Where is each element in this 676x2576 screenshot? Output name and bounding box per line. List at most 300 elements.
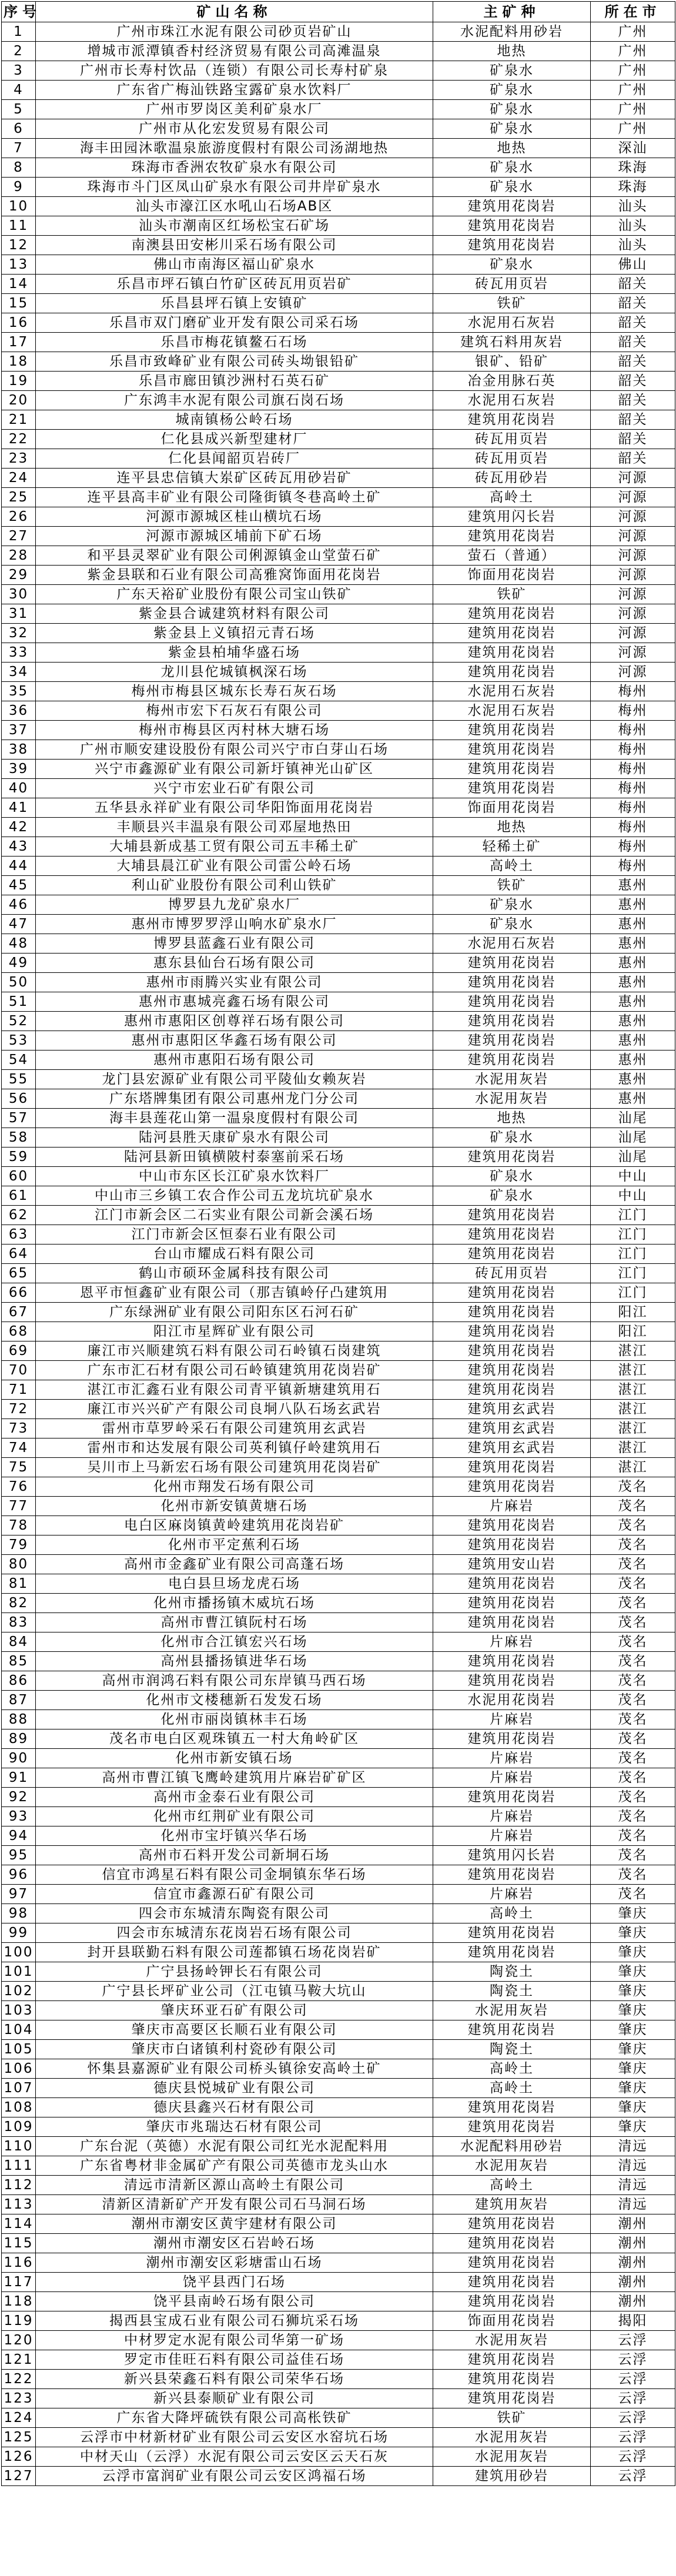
main-mineral: 矿泉水 <box>433 158 591 178</box>
main-mineral: 建筑用砂岩 <box>433 2467 591 2486</box>
mine-name: 广东省广梅汕铁路宝露矿泉水饮料厂 <box>36 81 433 100</box>
table-row <box>2 1885 675 1904</box>
city-name: 韶关 <box>591 275 675 294</box>
city-name: 湛江 <box>591 1400 675 1419</box>
table-row <box>2 566 675 585</box>
table-row <box>2 1070 675 1089</box>
main-mineral: 建筑用花岗岩 <box>433 1380 591 1400</box>
table-row <box>2 2408 675 2428</box>
main-mineral: 水泥用石灰岩 <box>433 682 591 701</box>
table-row <box>2 1186 675 1206</box>
main-mineral: 矿泉水 <box>433 61 591 81</box>
main-mineral: 建筑用花岗岩 <box>433 1535 591 1555</box>
table-row <box>2 275 675 294</box>
main-mineral: 高岭土 <box>433 1904 591 1923</box>
main-mineral: 建筑用花岗岩 <box>433 1322 591 1341</box>
main-mineral: 水泥配料用砂岩 <box>433 2137 591 2156</box>
mine-name: 德庆县鑫兴石材有限公司 <box>36 2098 433 2117</box>
table-row <box>2 255 675 275</box>
main-mineral: 建筑用花岗岩 <box>433 197 591 216</box>
mine-name: 陆河县胜天康矿泉水有限公司 <box>36 1128 433 1148</box>
main-mineral: 建筑用花岗岩 <box>433 1729 591 1749</box>
row-no: 63 <box>2 1225 36 1244</box>
mine-name: 封开县联勤石料有限公司莲都镇石场花岗岩矿 <box>36 1943 433 1962</box>
main-mineral: 建筑用花岗岩 <box>433 1943 591 1962</box>
table-row <box>2 954 675 973</box>
row-no: 35 <box>2 682 36 701</box>
table-row <box>2 992 675 1012</box>
city-name: 江门 <box>591 1206 675 1225</box>
city-name: 清远 <box>591 2156 675 2176</box>
row-no: 117 <box>2 2273 36 2292</box>
city-name: 中山 <box>591 1186 675 1206</box>
city-name: 广州 <box>591 119 675 139</box>
row-no: 113 <box>2 2195 36 2214</box>
table-header <box>2 2 675 22</box>
row-no: 58 <box>2 1128 36 1148</box>
main-mineral: 建筑用花岗岩 <box>433 2253 591 2273</box>
city-name: 肇庆 <box>591 2098 675 2117</box>
row-no: 7 <box>2 139 36 158</box>
table-row <box>2 42 675 61</box>
row-no: 97 <box>2 1885 36 1904</box>
main-mineral: 片麻岩 <box>433 1710 591 1729</box>
main-mineral: 砖瓦用页岩 <box>433 430 591 449</box>
main-mineral: 建筑用花岗岩 <box>433 236 591 255</box>
city-name: 韶关 <box>591 372 675 391</box>
main-mineral: 建筑用花岗岩 <box>433 1652 591 1671</box>
city-name: 惠州 <box>591 876 675 895</box>
row-no: 124 <box>2 2408 36 2428</box>
row-no: 66 <box>2 1283 36 1303</box>
city-name: 肇庆 <box>591 1962 675 1982</box>
mine-name: 四会市东城清东陶瓷有限公司 <box>36 1904 433 1923</box>
table-row <box>2 1380 675 1400</box>
city-name: 湛江 <box>591 1380 675 1400</box>
city-name: 深汕 <box>591 139 675 158</box>
main-mineral: 建筑用花岗岩 <box>433 216 591 236</box>
city-name: 潮州 <box>591 2214 675 2234</box>
city-name: 云浮 <box>591 2389 675 2408</box>
mine-name: 汕头市潮南区红场松宝石矿场 <box>36 216 433 236</box>
table-row <box>2 1264 675 1283</box>
mine-name: 汕头市濠江区水吼山石场AB区 <box>36 197 433 216</box>
mine-name: 广州市长寿村饮品（连锁）有限公司长寿村矿泉 <box>36 61 433 81</box>
table-row <box>2 585 675 604</box>
main-mineral: 矿泉水 <box>433 81 591 100</box>
table-row <box>2 1788 675 1807</box>
table-row <box>2 158 675 178</box>
main-mineral: 建筑用花岗岩 <box>433 760 591 779</box>
city-name: 茂名 <box>591 1826 675 1846</box>
row-no: 29 <box>2 566 36 585</box>
city-name: 湛江 <box>591 1341 675 1361</box>
mine-name: 化州市新安镇石场 <box>36 1749 433 1768</box>
row-no: 57 <box>2 1109 36 1128</box>
mine-name: 化州市翔发石场有限公司 <box>36 1477 433 1497</box>
main-mineral: 陶瓷土 <box>433 1982 591 2001</box>
mine-name: 兴宁市鑫源矿业有限公司新圩镇神光山矿区 <box>36 760 433 779</box>
table-row <box>2 1613 675 1632</box>
city-name: 肇庆 <box>591 2059 675 2079</box>
mine-name: 广宁县扬岭钾长石有限公司 <box>36 1962 433 1982</box>
main-mineral: 建筑用花岗岩 <box>433 1788 591 1807</box>
mine-name: 广东市汇石材有限公司石岭镇建筑用花岗岩矿 <box>36 1361 433 1380</box>
table-row <box>2 1303 675 1322</box>
city-name: 梅州 <box>591 779 675 798</box>
row-no: 80 <box>2 1555 36 1574</box>
city-name: 惠州 <box>591 915 675 934</box>
table-row <box>2 81 675 100</box>
table-row <box>2 2156 675 2176</box>
row-no: 52 <box>2 1012 36 1031</box>
row-no: 13 <box>2 255 36 275</box>
main-mineral: 建筑用玄武岩 <box>433 1438 591 1458</box>
main-mineral: 铁矿 <box>433 294 591 313</box>
city-name: 韶关 <box>591 313 675 333</box>
main-mineral: 建筑用花岗岩 <box>433 663 591 682</box>
mine-name: 电白县旦场龙虎石场 <box>36 1574 433 1594</box>
city-name: 惠州 <box>591 934 675 954</box>
main-mineral: 矿泉水 <box>433 255 591 275</box>
row-no: 82 <box>2 1594 36 1613</box>
row-no: 105 <box>2 2040 36 2059</box>
mine-name: 乐昌市梅花镇鳌石石场 <box>36 333 433 352</box>
city-name: 云浮 <box>591 2331 675 2350</box>
table-row <box>2 798 675 818</box>
mine-name: 连平县高丰矿业有限公司隆街镇冬巷高岭土矿 <box>36 488 433 507</box>
mine-name: 河源市源城区埔前下矿石场 <box>36 527 433 546</box>
main-mineral: 铁矿 <box>433 585 591 604</box>
city-name: 清远 <box>591 2195 675 2214</box>
row-no: 86 <box>2 1671 36 1691</box>
row-no: 42 <box>2 818 36 837</box>
row-no: 104 <box>2 2020 36 2040</box>
table-row <box>2 2001 675 2020</box>
row-no: 102 <box>2 1982 36 2001</box>
main-mineral: 建筑用花岗岩 <box>433 973 591 992</box>
city-name: 茂名 <box>591 1555 675 1574</box>
city-name: 韶关 <box>591 333 675 352</box>
table-row <box>2 2214 675 2234</box>
table-row <box>2 857 675 876</box>
mine-name: 茂名市电白区观珠镇五一村大角岭矿区 <box>36 1729 433 1749</box>
main-mineral: 建筑用闪长岩 <box>433 507 591 527</box>
table-row <box>2 1128 675 1148</box>
row-no: 34 <box>2 663 36 682</box>
row-no: 69 <box>2 1341 36 1361</box>
mine-name: 广州市罗岗区美利矿泉水厂 <box>36 100 433 119</box>
row-no: 70 <box>2 1361 36 1380</box>
row-no: 1 <box>2 22 36 42</box>
mine-name: 大埔县晨江矿业有限公司雷公岭石场 <box>36 857 433 876</box>
row-no: 65 <box>2 1264 36 1283</box>
city-name: 肇庆 <box>591 1923 675 1943</box>
mine-name: 紫金县合诚建筑材料有限公司 <box>36 604 433 624</box>
city-name: 揭阳 <box>591 2311 675 2331</box>
city-name: 肇庆 <box>591 1904 675 1923</box>
city-name: 汕尾 <box>591 1148 675 1167</box>
table-row <box>2 2273 675 2292</box>
city-name: 汕尾 <box>591 1109 675 1128</box>
mine-name: 博罗县九龙矿泉水厂 <box>36 895 433 915</box>
mine-name: 丰顺县兴丰温泉有限公司邓屋地热田 <box>36 818 433 837</box>
row-no: 33 <box>2 643 36 663</box>
main-mineral: 建筑用花岗岩 <box>433 1051 591 1070</box>
city-name: 江门 <box>591 1225 675 1244</box>
city-name: 汕头 <box>591 236 675 255</box>
city-name: 广州 <box>591 100 675 119</box>
main-mineral: 建筑用安山岩 <box>433 1555 591 1574</box>
table-row <box>2 934 675 954</box>
main-mineral: 建筑用花岗岩 <box>433 1865 591 1885</box>
mine-name: 广州市从化宏发贸易有限公司 <box>36 119 433 139</box>
main-mineral: 建筑用花岗岩 <box>433 2370 591 2389</box>
main-mineral: 铁矿 <box>433 876 591 895</box>
mine-name: 清新区清新矿产开发有限公司石马洞石场 <box>36 2195 433 2214</box>
row-no: 30 <box>2 585 36 604</box>
mine-name: 广州市珠江水泥有限公司砂页岩矿山 <box>36 22 433 42</box>
main-mineral: 片麻岩 <box>433 1749 591 1768</box>
row-no: 84 <box>2 1632 36 1652</box>
mine-name: 潮州市潮安区彩塘雷山石场 <box>36 2253 433 2273</box>
city-name: 韶关 <box>591 391 675 410</box>
city-name: 清远 <box>591 2176 675 2195</box>
row-no: 92 <box>2 1788 36 1807</box>
header-row <box>2 2 675 22</box>
main-mineral: 建筑用花岗岩 <box>433 1923 591 1943</box>
mine-name: 珠海市香洲农牧矿泉水有限公司 <box>36 158 433 178</box>
row-no: 59 <box>2 1148 36 1167</box>
table-row <box>2 197 675 216</box>
city-name: 河源 <box>591 663 675 682</box>
table-row <box>2 139 675 158</box>
table-row <box>2 2020 675 2040</box>
mine-name: 中山市东区长江矿泉水饮料厂 <box>36 1167 433 1186</box>
main-mineral: 砖瓦用页岩 <box>433 275 591 294</box>
city-name: 茂名 <box>591 1535 675 1555</box>
row-no: 22 <box>2 430 36 449</box>
main-mineral: 冶金用脉石英 <box>433 372 591 391</box>
table-row <box>2 915 675 934</box>
row-no: 94 <box>2 1826 36 1846</box>
mine-name: 化州市合江镇宏兴石场 <box>36 1632 433 1652</box>
table-row <box>2 2117 675 2137</box>
mine-name: 新兴县泰顺矿业有限公司 <box>36 2389 433 2408</box>
row-no: 106 <box>2 2059 36 2079</box>
mine-name: 高州市金鑫矿业有限公司高蓬石场 <box>36 1555 433 1574</box>
mine-name: 梅州市宏下石灰石有限公司 <box>36 701 433 721</box>
mine-name: 增城市派潭镇香村经济贸易有限公司高滩温泉 <box>36 42 433 61</box>
main-mineral: 矿泉水 <box>433 119 591 139</box>
main-mineral: 建筑用玄武岩 <box>433 1419 591 1438</box>
main-mineral: 建筑用闪长岩 <box>433 1846 591 1865</box>
mine-name: 肇庆市白诸镇利村瓷砂有限公司 <box>36 2040 433 2059</box>
table-row <box>2 721 675 740</box>
table-row <box>2 1497 675 1516</box>
mine-name: 广东塔牌集团有限公司惠州龙门分公司 <box>36 1089 433 1109</box>
table-row <box>2 1341 675 1361</box>
mine-name: 新兴县荣鑫石料有限公司荣华石场 <box>36 2370 433 2389</box>
mine-name: 南澳县田安彬川采石场有限公司 <box>36 236 433 255</box>
row-no: 108 <box>2 2098 36 2117</box>
mine-name: 高州市石料开发公司新垌石场 <box>36 1846 433 1865</box>
row-no: 101 <box>2 1962 36 1982</box>
table-row <box>2 682 675 701</box>
mine-name: 惠州市惠城亮鑫石场有限公司 <box>36 992 433 1012</box>
mine-name: 陆河县新田镇横陂村泰塞前采石场 <box>36 1148 433 1167</box>
row-no: 77 <box>2 1497 36 1516</box>
row-no: 51 <box>2 992 36 1012</box>
header-mine-name: 矿山名称 <box>36 2 433 22</box>
table-row <box>2 876 675 895</box>
table-row <box>2 1826 675 1846</box>
mine-name: 龙门县宏源矿业有限公司平陵仙女赖灰岩 <box>36 1070 433 1089</box>
table-row <box>2 449 675 469</box>
table-row <box>2 701 675 721</box>
row-no: 5 <box>2 100 36 119</box>
mine-name: 清远市清新区源山高岭土有限公司 <box>36 2176 433 2195</box>
mine-name: 信宜市鑫源石矿有限公司 <box>36 1885 433 1904</box>
mine-name: 惠州市惠阳石场有限公司 <box>36 1051 433 1070</box>
city-name: 梅州 <box>591 798 675 818</box>
main-mineral: 高岭土 <box>433 2176 591 2195</box>
city-name: 云浮 <box>591 2408 675 2428</box>
row-no: 55 <box>2 1070 36 1089</box>
table-row <box>2 1148 675 1167</box>
city-name: 韶关 <box>591 352 675 372</box>
row-no: 123 <box>2 2389 36 2408</box>
mine-name: 广东省大降坪硫铁有限公司高枨铁矿 <box>36 2408 433 2428</box>
main-mineral: 建筑用花岗岩 <box>433 527 591 546</box>
city-name: 阳江 <box>591 1303 675 1322</box>
city-name: 惠州 <box>591 1070 675 1089</box>
main-mineral: 建筑用花岗岩 <box>433 1225 591 1244</box>
main-mineral: 水泥用灰岩 <box>433 2156 591 2176</box>
main-mineral: 砖瓦用砂岩 <box>433 469 591 488</box>
table-row <box>2 1904 675 1923</box>
main-mineral: 建筑用灰岩 <box>433 2195 591 2214</box>
table-row <box>2 2176 675 2195</box>
city-name: 汕头 <box>591 197 675 216</box>
row-no: 26 <box>2 507 36 527</box>
row-no: 118 <box>2 2292 36 2311</box>
table-row <box>2 2040 675 2059</box>
main-mineral: 建筑用花岗岩 <box>433 740 591 760</box>
table-row <box>2 740 675 760</box>
city-name: 惠州 <box>591 973 675 992</box>
main-mineral: 建筑用花岗岩 <box>433 1361 591 1380</box>
table-row <box>2 391 675 410</box>
city-name: 惠州 <box>591 1031 675 1051</box>
row-no: 60 <box>2 1167 36 1186</box>
table-row <box>2 1516 675 1535</box>
table-row <box>2 2098 675 2117</box>
main-mineral: 建筑用花岗岩 <box>433 643 591 663</box>
row-no: 53 <box>2 1031 36 1051</box>
main-mineral: 矿泉水 <box>433 1186 591 1206</box>
row-no: 98 <box>2 1904 36 1923</box>
mine-name: 中材天山（云浮）水泥有限公司云安区云天石灰 <box>36 2447 433 2467</box>
city-name: 肇庆 <box>591 2001 675 2020</box>
row-no: 25 <box>2 488 36 507</box>
city-name: 江门 <box>591 1244 675 1264</box>
city-name: 湛江 <box>591 1361 675 1380</box>
city-name: 河源 <box>591 546 675 566</box>
main-mineral: 建筑用花岗岩 <box>433 1613 591 1632</box>
table-row <box>2 2350 675 2370</box>
table-row <box>2 119 675 139</box>
row-no: 31 <box>2 604 36 624</box>
row-no: 116 <box>2 2253 36 2273</box>
mine-name: 海丰县莲花山第一温泉度假村有限公司 <box>36 1109 433 1128</box>
city-name: 茂名 <box>591 1768 675 1788</box>
table-row <box>2 1652 675 1671</box>
mine-name: 乐昌市坪石镇白竹矿区砖瓦用页岩矿 <box>36 275 433 294</box>
row-no: 27 <box>2 527 36 546</box>
city-name: 梅州 <box>591 740 675 760</box>
mine-name: 揭西县宝成石业有限公司石狮坑采石场 <box>36 2311 433 2331</box>
table-row <box>2 372 675 391</box>
city-name: 茂名 <box>591 1729 675 1749</box>
table-row <box>2 643 675 663</box>
main-mineral: 矿泉水 <box>433 1167 591 1186</box>
city-name: 梅州 <box>591 721 675 740</box>
main-mineral: 高岭土 <box>433 857 591 876</box>
row-no: 36 <box>2 701 36 721</box>
table-row <box>2 1729 675 1749</box>
row-no: 100 <box>2 1943 36 1962</box>
row-no: 54 <box>2 1051 36 1070</box>
table-row <box>2 1031 675 1051</box>
city-name: 茂名 <box>591 1594 675 1613</box>
city-name: 河源 <box>591 643 675 663</box>
main-mineral: 矿泉水 <box>433 915 591 934</box>
city-name: 茂名 <box>591 1865 675 1885</box>
row-no: 14 <box>2 275 36 294</box>
table-row <box>2 216 675 236</box>
table-row <box>2 1807 675 1826</box>
row-no: 74 <box>2 1438 36 1458</box>
city-name: 潮州 <box>591 2234 675 2253</box>
mine-name: 雷州市和达发展有限公司英利镇仔岭建筑用石 <box>36 1438 433 1458</box>
mine-name: 紫金县联和石业有限公司高雅窝饰面用花岗岩 <box>36 566 433 585</box>
table-row <box>2 1555 675 1574</box>
mine-name: 肇庆市高要区长顺石业有限公司 <box>36 2020 433 2040</box>
mine-name: 仁化县成兴新型建材厂 <box>36 430 433 449</box>
main-mineral: 银矿、铅矿 <box>433 352 591 372</box>
city-name: 河源 <box>591 469 675 488</box>
main-mineral: 水泥用石灰岩 <box>433 391 591 410</box>
main-mineral: 砖瓦用页岩 <box>433 449 591 469</box>
main-mineral: 饰面用花岗岩 <box>433 798 591 818</box>
mine-name: 五华县永祥矿业有限公司华阳饰面用花岗岩 <box>36 798 433 818</box>
mine-name: 城南镇杨公岭石场 <box>36 410 433 430</box>
mine-name: 连平县忠信镇大岽矿区砖瓦用砂岩矿 <box>36 469 433 488</box>
city-name: 河源 <box>591 604 675 624</box>
mine-name: 吴川市上马新宏石场有限公司建筑用花岗岩矿 <box>36 1458 433 1477</box>
table-row <box>2 1943 675 1962</box>
table-row <box>2 1768 675 1788</box>
city-name: 广州 <box>591 61 675 81</box>
mine-name: 鹤山市硕环金属科技有限公司 <box>36 1264 433 1283</box>
row-no: 12 <box>2 236 36 255</box>
mine-name: 江门市新会区恒泰石业有限公司 <box>36 1225 433 1244</box>
mine-name: 信宜市鸿星石料有限公司金垌镇东华石场 <box>36 1865 433 1885</box>
city-name: 韶关 <box>591 449 675 469</box>
city-name: 茂名 <box>591 1710 675 1729</box>
main-mineral: 矿泉水 <box>433 1128 591 1148</box>
